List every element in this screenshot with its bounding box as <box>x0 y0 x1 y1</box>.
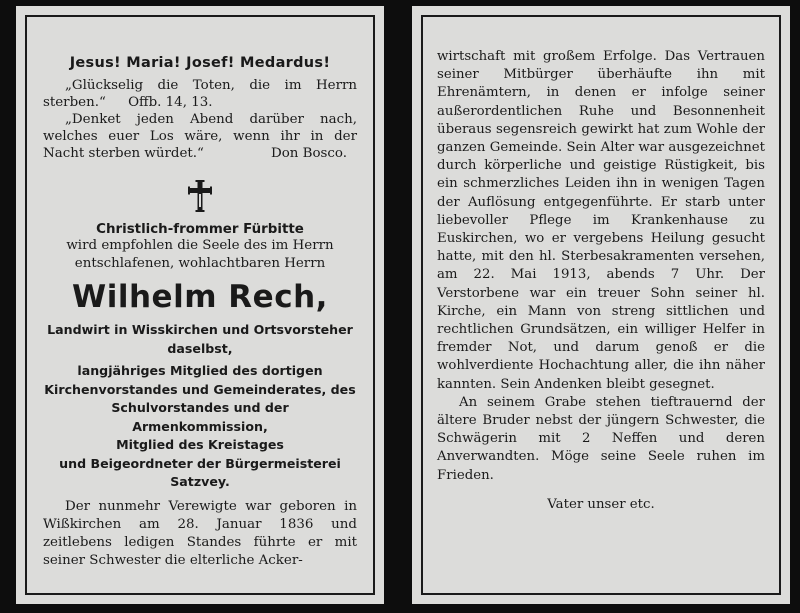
quote-revelation <box>43 77 357 111</box>
latin-cross-icon <box>188 180 212 212</box>
closing-prayer: Vater unser etc. <box>547 496 655 512</box>
invocation: Jesus! Maria! Josef! Medardus! <box>69 55 331 71</box>
intercession-heading: Christlich-frommer Fürbitte <box>96 222 304 237</box>
mourners-paragraph: An seinem Grabe stehen tieftrauernd der ältere Bruder nebst der jüngern Schwester, die Schwägerin mit 2 Neffen und deren Anverwandten. Möge seine Seele ruhen im Frieden. <box>437 394 765 483</box>
left-content <box>43 17 357 570</box>
biography-intro: Der nunmehr Verewigte war geboren in Wißkirchen am 28. Januar 1836 und zeitlebens ledigen Standes führte er mit seiner Schwester die elterliche Acker- <box>43 498 357 568</box>
title-beigeordneter: und Beigeordneter der Bürgermeisterei Satzvey. <box>59 455 341 489</box>
recommendation-text: wird empfohlen die Seele des im Herrn entschlafenen, wohlachtbaren Herrn <box>66 238 334 271</box>
quote-revelation-text: „Glückselig die Toten, die im Herrn sterben.“ <box>43 78 357 110</box>
title-kreistag: Mitglied des Kreistages <box>116 437 284 452</box>
quote-don-bosco <box>43 111 357 162</box>
right-frame <box>421 15 781 595</box>
right-card <box>412 6 790 604</box>
quote-don-bosco-ref: Don Bosco. <box>270 146 347 161</box>
deceased-name: Wilhelm Rech, <box>72 279 328 315</box>
right-content <box>437 17 765 512</box>
left-card <box>16 6 384 604</box>
left-frame <box>25 15 375 595</box>
title-memberships: langjähriges Mitglied des dortigen Kirchenvorstandes und Gemeinderates, des Schulvorstandes und der Armenkommission, <box>44 363 356 434</box>
quote-revelation-ref: Offb. 14, 13. <box>128 95 213 110</box>
title-landwirt: Landwirt in Wisskirchen und Ortsvorsteher daselbst, <box>47 322 353 356</box>
biography-continued: wirtschaft mit großem Erfolge. Das Vertrauen seiner Mitbürger überhäufte ihn mit Ehrenämtern, in denen er infolge seiner außerordentlichen Ruhe und Besonnenheit überaus segensreich gewirkt hat zum Wohle der ganzen Gemeinde. Sein Alter war ausgezeichnet durch körperliche und geistige Rüstigkeit, bis ein schmerzliches Leiden ihn in wenigen Tagen der Auflösung entgegenführte. Er starb unter liebevoller Pflege im Krankenhause zu Euskirchen, wo er vergebens Heilung gesucht hatte, mit den hl. Sterbesakramenten versehen, am 22. Mai 1913, abends 7 Uhr. Der Verstorbene war ein treuer Sohn seiner hl. Kirche, ein Mann von streng sittlichen und rechtlichen Grundsätzen, ein williger Helfer in fremder Not, und darum genoß er die wohlverdiente Hochachtung aller, die ihn näher kannten. Sein Andenken bleibt gesegnet. <box>437 49 765 392</box>
quote-don-bosco-text: „Denket jeden Abend darüber nach, welches euer Los wäre, wenn ihr in der Nacht sterben würdet.“ <box>43 112 357 161</box>
